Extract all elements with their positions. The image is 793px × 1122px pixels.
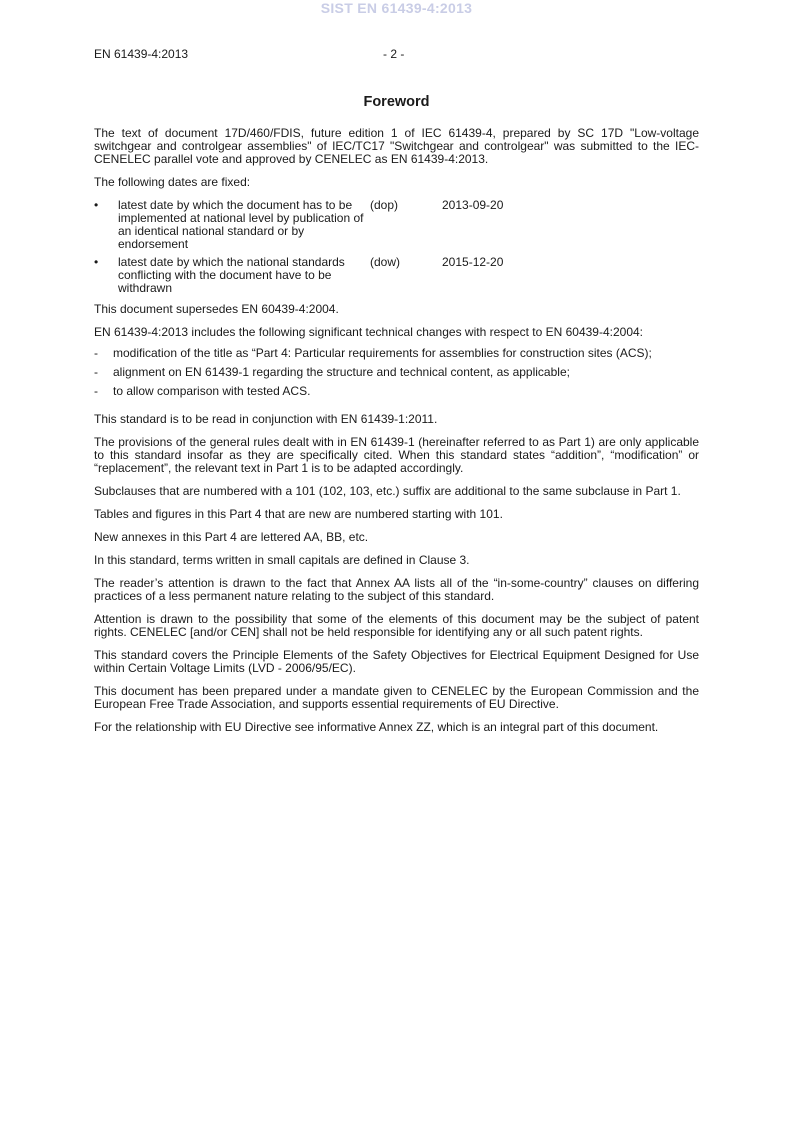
list-item-text: to allow comparison with tested ACS. <box>113 384 311 398</box>
date-code: (dop) <box>370 198 399 212</box>
date-value: 2013-09-20 <box>442 198 504 212</box>
list-item <box>94 366 699 379</box>
dash-marker: - <box>94 384 98 398</box>
paragraph-terms: In this standard, terms written in small capitals are defined in Clause 3. <box>94 553 470 567</box>
watermark: SIST EN 61439-4:2013 <box>320 0 473 16</box>
paragraph-annex-aa: The reader’s attention is drawn to the fact that Annex AA lists all of the “in-some-country” clauses on differing practices of a less permanent nature relating to the subject of this standard. <box>94 576 699 603</box>
date-item-dop <box>94 199 699 251</box>
paragraph-annexes: New annexes in this Part 4 are lettered AA, BB, etc. <box>94 530 369 544</box>
foreword-body <box>94 127 699 744</box>
dash-marker: - <box>94 365 98 379</box>
list-item <box>94 347 699 360</box>
list-item <box>94 385 699 398</box>
paragraph-annex-zz: For the relationship with EU Directive see informative Annex ZZ, which is an integral part of this document. <box>94 720 659 734</box>
date-code: (dow) <box>370 255 401 269</box>
bullet-marker: • <box>94 255 99 269</box>
paragraph-changes-intro: EN 61439-4:2013 includes the following significant technical changes with respect to EN 60439-4:2004: <box>94 325 644 339</box>
date-item-dow <box>94 256 699 295</box>
paragraph-supersedes: This document supersedes EN 60439-4:2004. <box>94 302 339 316</box>
paragraph-dates-intro: The following dates are fixed: <box>94 175 251 189</box>
dates-list <box>94 199 699 295</box>
paragraph-lvd: This standard covers the Principle Elements of the Safety Objectives for Electrical Equipment Designed for Use within Certain Voltage Limits (LVD - 2006/95/EC). <box>94 648 699 675</box>
dash-marker: - <box>94 346 98 360</box>
date-value: 2015-12-20 <box>442 255 504 269</box>
page-title: Foreword <box>363 94 430 110</box>
header-page-number: - 2 - <box>383 47 405 61</box>
list-item-text: alignment on EN 61439-1 regarding the structure and technical content, as applicable; <box>113 365 570 379</box>
date-description: latest date by which the national standards conflicting with the document have to be withdrawn <box>118 255 345 295</box>
changes-list <box>94 347 699 398</box>
bullet-marker: • <box>94 198 99 212</box>
paragraph-subclauses: Subclauses that are numbered with a 101 (102, 103, etc.) suffix are additional to the same subclause in Part 1. <box>94 484 681 498</box>
list-item-text: modification of the title as “Part 4: Particular requirements for assemblies for construction sites (ACS); <box>113 346 652 360</box>
paragraph-document-text: The text of document 17D/460/FDIS, future edition 1 of IEC 61439-4, prepared by SC 17D "Low-voltage switchgear and controlgear assemblies" of IEC/TC17 "Switchgear and controlgear" was submitted to the IEC-CENELEC parallel vote and approved by CENELEC as EN 61439-4:2013. <box>94 126 699 166</box>
paragraph-general-rules: The provisions of the general rules dealt with in EN 61439-1 (hereinafter referred to as Part 1) are only applicable to this standard insofar as they are specifically cited. When this standard states “addition”, “modification” or “replacement”, the relevant text in Part 1 is to be adapted accordingly. <box>94 435 699 475</box>
paragraph-mandate: This document has been prepared under a mandate given to CENELEC by the European Commission and the European Free Trade Association, and supports essential requirements of EU Directive. <box>94 684 699 711</box>
date-description: latest date by which the document has to be implemented at national level by publication of an identical national standard or by endorsement <box>118 198 364 251</box>
paragraph-conjunction: This standard is to be read in conjunction with EN 61439-1:2011. <box>94 412 438 426</box>
paragraph-tables-figures: Tables and figures in this Part 4 that are new are numbered starting with 101. <box>94 507 503 521</box>
paragraph-patent-rights: Attention is drawn to the possibility that some of the elements of this document may be the subject of patent rights. CENELEC [and/or CEN] shall not be held responsible for identifying any or all such patent rights. <box>94 612 699 639</box>
header-document-id: EN 61439-4:2013 <box>94 47 189 61</box>
